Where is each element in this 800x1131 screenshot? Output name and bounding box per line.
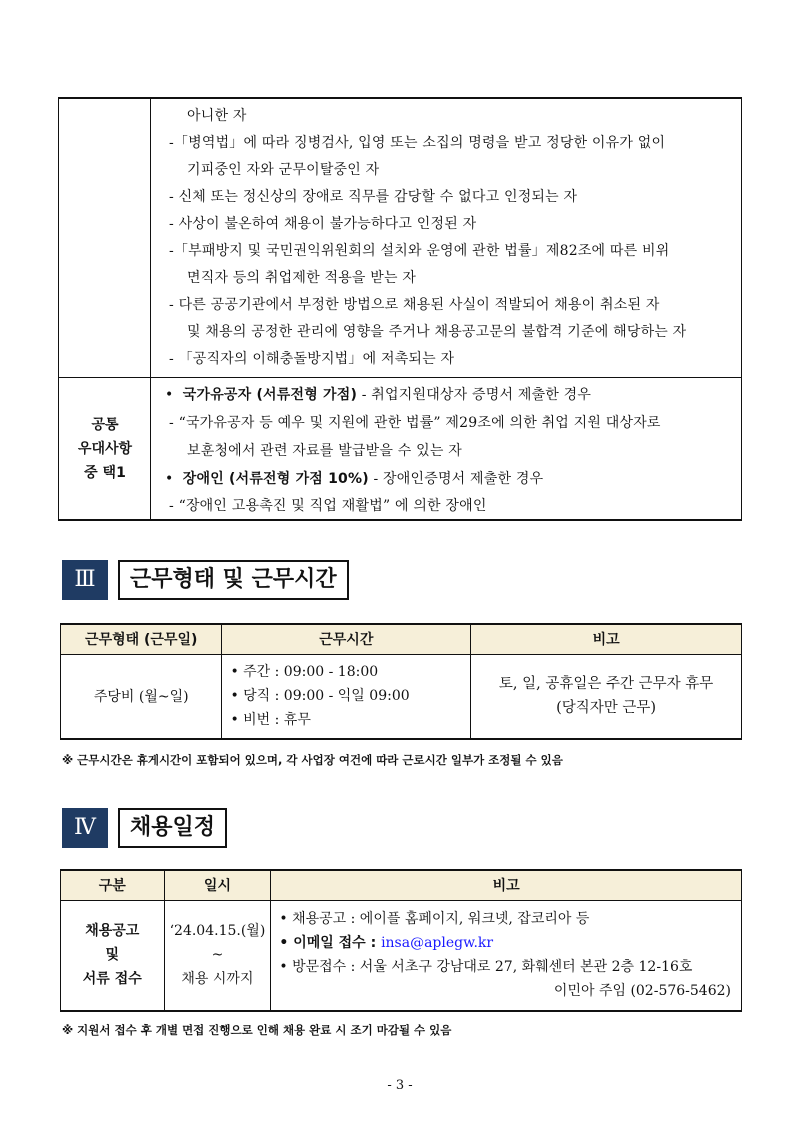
work-time-duty: • 당직 : 09:00 - 익일 09:00 (230, 688, 410, 705)
section4-number: Ⅳ (62, 808, 108, 848)
schedule-remark-line-1: • 채용공고 : 에이플 홈페이지, 워크넷, 잡코리아 등 (279, 911, 590, 928)
preference-label-3: 중 택1 (84, 465, 126, 481)
eligibility-table (58, 97, 742, 521)
page-number: - 3 - (387, 1078, 413, 1093)
pref-item-1-sub-2: 보훈청에서 관련 자료를 발급받을 수 있는 자 (187, 443, 462, 459)
section3-title: 근무형태 및 근무시간 (118, 560, 349, 600)
disq-line-6: -「부패방지 및 국민권익위원회의 설치와 운영에 관한 법률」제82조에 따른 비위 (169, 243, 670, 259)
schedule-remark-line-3: • 방문접수 : 서울 서초구 강남대로 27, 화훼센터 본관 2층 12-16호 (279, 959, 693, 976)
disq-line-9: 및 채용의 공정한 관리에 영향을 주거나 채용공고문의 불합격 기준에 해당하는 자 (187, 324, 687, 340)
section3-number: Ⅲ (62, 560, 108, 600)
preference-label-cell (59, 378, 151, 521)
disq-line-7: 면직자 등의 취업제한 적용을 받는 자 (187, 270, 417, 286)
pref-item-2-sub-1: - “장애인 고용촉진 및 직업 재활법” 에 의한 장애인 (169, 498, 487, 514)
section4-title: 채용일정 (118, 808, 227, 848)
schedule-category-line-3: 서류 접수 (82, 971, 142, 988)
schedule-note: ※ 지원서 접수 후 개별 면접 진행으로 인해 채용 완료 시 조기 마감될 수 있음 (62, 1023, 452, 1037)
schedule-date-cell (164, 900, 271, 1011)
disqualification-row (59, 99, 741, 378)
work-time-header: 근무시간 (222, 624, 471, 654)
work-hours-table (60, 623, 742, 740)
preference-row (59, 378, 741, 521)
disq-line-5: - 사상이 불온하여 채용이 불가능하다고 인정된 자 (169, 216, 477, 232)
schedule-header-row (61, 870, 742, 900)
schedule-remark-line-4: 이민아 주임 (02-576-5462) (553, 983, 731, 1000)
work-hours-note: ※ 근무시간은 휴게시간이 포함되어 있으며, 각 사업장 여건에 따라 근로시간 일부가 조정될 수 있음 (62, 753, 563, 767)
work-time-cell (222, 654, 471, 739)
disq-line-3: 기피중인 자와 군무이탈중인 자 (187, 162, 380, 178)
pref-item-1-bold: 국가유공자 (서류전형 가점) (182, 387, 358, 403)
work-hours-row (61, 654, 742, 739)
preference-label-2: 우대사항 (77, 441, 133, 457)
schedule-category-line-2: 및 (105, 947, 120, 964)
schedule-date-line-2: ~ (211, 947, 224, 964)
schedule-row (61, 900, 742, 1011)
disq-line-2: -「병역법」에 따라 징병검사, 입영 또는 소집의 명령을 받고 정당한 이유가 없이 (169, 135, 666, 151)
schedule-date-line-1: ‘24.04.15.(월) (169, 923, 266, 940)
schedule-category-cell (61, 900, 165, 1011)
work-remark-cell (471, 654, 742, 739)
pref-item-2-bold: 장애인 (서류전형 가점 10%) (182, 471, 369, 487)
schedule-remark-header: 비고 (271, 870, 742, 900)
email-link[interactable]: insa@aplegw.kr (381, 935, 494, 952)
pref-item-1: • 국가유공자 (서류전형 가점) - 취업지원대상자 증명서 제출한 경우 (165, 387, 592, 403)
email-label: • 이메일 접수 : (279, 935, 382, 952)
pref-item-2-rest: - 장애인증명서 제출한 경우 (368, 471, 544, 487)
work-time-off: • 비번 : 휴무 (230, 712, 311, 729)
schedule-date-line-3: 채용 시까지 (181, 971, 254, 988)
disq-line-10: - 「공직자의 이해충돌방지법」에 저촉되는 자 (169, 351, 455, 367)
pref-item-2: • 장애인 (서류전형 가점 10%) - 장애인증명서 제출한 경우 (165, 471, 544, 487)
pref-item-1-rest: - 취업지원대상자 증명서 제출한 경우 (357, 387, 592, 403)
work-type-cell: 주당비 (월~일) (61, 654, 222, 739)
disq-line-1: 아니한 자 (187, 108, 247, 124)
work-time-day: • 주간 : 09:00 - 18:00 (230, 664, 379, 681)
work-type-header: 근무형태 (근무일) (61, 624, 222, 654)
preference-content (151, 378, 741, 521)
schedule-remark-cell (271, 900, 742, 1011)
pref-item-1-sub-1: - “국가유공자 등 예우 및 지원에 관한 법률” 제29조에 의한 취업 지원 대상자로 (169, 415, 661, 431)
disqualification-content (151, 99, 741, 377)
schedule-date-header: 일시 (164, 870, 271, 900)
work-remark-header: 비고 (471, 624, 742, 654)
disq-line-8: - 다른 공공기관에서 부정한 방법으로 채용된 사실이 적발되어 채용이 취소된 자 (169, 297, 660, 313)
disq-line-4: - 신체 또는 정신상의 장애로 직무를 감당할 수 없다고 인정되는 자 (169, 189, 578, 205)
work-remark-line-2: (당직자만 근무) (556, 700, 657, 717)
schedule-table (60, 869, 742, 1012)
schedule-category-header: 구분 (61, 870, 165, 900)
schedule-category-line-1: 채용공고 (85, 923, 140, 940)
work-remark-line-1: 토, 일, 공휴일은 주간 근무자 휴무 (498, 676, 714, 693)
schedule-remark-line-2 (279, 931, 731, 955)
disqualification-label-cell (59, 99, 151, 377)
work-hours-header-row (61, 624, 742, 654)
preference-label-1: 공통 (91, 417, 119, 433)
